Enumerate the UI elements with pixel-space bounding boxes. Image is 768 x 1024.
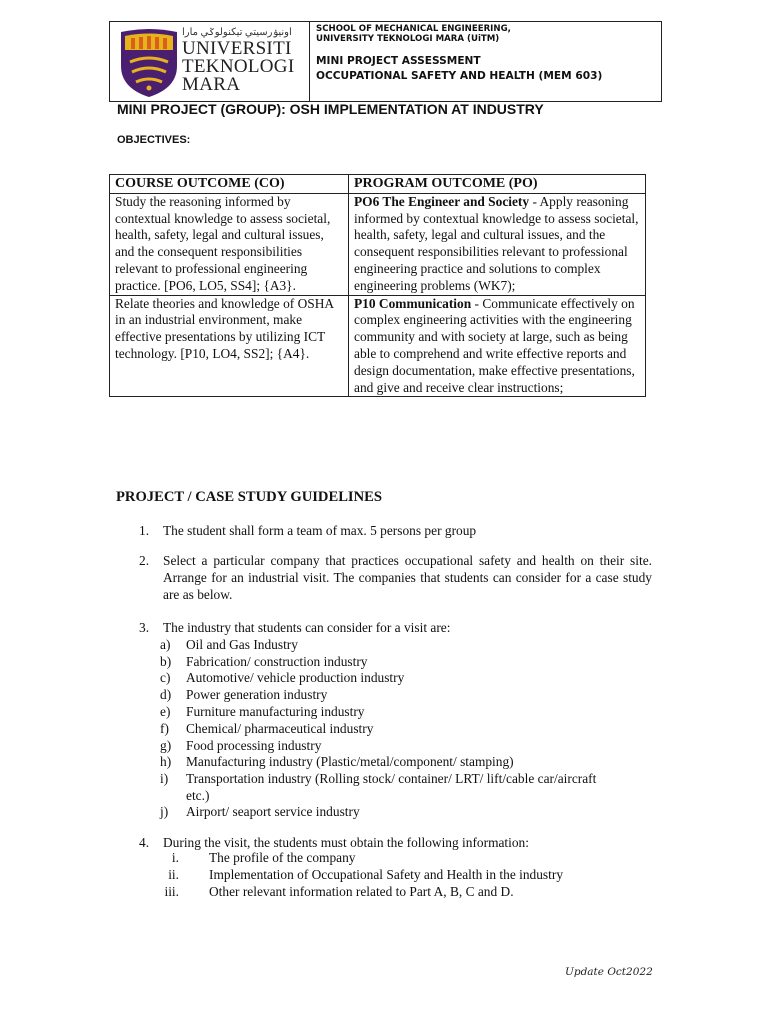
table-row (110, 295, 646, 397)
list-text: Furniture manufacturing industry (186, 704, 365, 719)
po-description: - Communicate effectively on complex engineering activities with the engineering community and with society at large, such as being able to comprehend and write effective reports and design documentation, make effective presentations, and give and receive clear instructions; (354, 295, 635, 395)
list-text: Airport/ seaport service industry (186, 804, 360, 819)
po-cell (349, 193, 646, 295)
school-line1: SCHOOL OF MECHANICAL ENGINEERING, (316, 24, 511, 34)
list-text: The profile of the company (209, 850, 356, 865)
list-text: Power generation industry (186, 687, 328, 702)
update-footer: Update Oct2022 (565, 966, 653, 978)
assessment-line1: MINI PROJECT ASSESSMENT (316, 55, 481, 67)
item-number: 2. (139, 553, 150, 568)
outcomes-table (109, 174, 646, 397)
list-text: Manufacturing industry (Plastic/metal/component/ stamping) (186, 754, 514, 769)
list-number: i. (171, 850, 179, 865)
list-letter: h) (160, 754, 172, 769)
list-letter: b) (160, 654, 172, 669)
university-name-line3: MARA (182, 74, 241, 95)
school-line2: UNIVERSITY TEKNOLOGI MARA (UiTM) (316, 34, 500, 44)
co-column-header: COURSE OUTCOME (CO) (110, 175, 349, 194)
university-name (182, 40, 294, 94)
logo-block (110, 22, 310, 101)
list-text: Food processing industry (186, 738, 322, 753)
guidelines-heading: PROJECT / CASE STUDY GUIDELINES (116, 489, 382, 505)
list-text: Transportation industry (Rolling stock/ container/ LRT/ lift/cable car/aircraft etc.) (186, 771, 597, 803)
item-text: The industry that students can consider for a visit are: (163, 620, 451, 635)
uitm-logo-icon (118, 26, 180, 98)
list-letter: f) (160, 721, 169, 736)
item-text: The student shall form a team of max. 5 persons per group (163, 523, 477, 538)
page-title: MINI PROJECT (GROUP): OSH IMPLEMENTATION AT INDUSTRY (117, 101, 544, 117)
assessment-line2: OCCUPATIONAL SAFETY AND HEALTH (MEM 603) (316, 70, 603, 82)
list-text: Chemical/ pharmaceutical industry (186, 721, 374, 736)
school-name (316, 24, 655, 44)
list-letter: d) (160, 687, 172, 702)
list-text: Other relevant information related to Part A, B, C and D. (209, 884, 514, 899)
objectives-label: OBJECTIVES: (117, 134, 191, 146)
item-text: During the visit, the students must obtain the following information: (163, 835, 529, 850)
list-text: Fabrication/ construction industry (186, 654, 368, 669)
document-header (109, 21, 662, 102)
co-cell: Study the reasoning informed by contextual knowledge to assess societal, health, safety, legal and cultural issues, and the consequent responsibilities relevant to professional engineering practice. [PO6, LO5, SS4]; {A3}. (110, 193, 349, 295)
co-cell: Relate theories and knowledge of OSHA in an industrial environment, make effective presentations by utilizing ICT technology. [P10, LO4, SS2]; {A4}. (110, 295, 349, 397)
list-text: Oil and Gas Industry (186, 637, 298, 652)
table-row (110, 193, 646, 295)
item-text: Select a particular company that practices occupational safety and health on their site. Arrange for an industrial visit. The companies that students can consider for a case study are as below. (163, 553, 652, 602)
po-cell (349, 295, 646, 397)
list-letter: a) (160, 637, 171, 652)
po-description: - Apply reasoning informed by contextual knowledge to assess societal, health, safety, legal and cultural issues, and the consequent responsibilities relevant to professional engineering practice and solutions to complex engineering problems (WK7); (354, 193, 639, 293)
assessment-name (316, 54, 655, 84)
list-letter: g) (160, 738, 172, 753)
table-header-row (110, 175, 646, 194)
list-letter: c) (160, 670, 171, 685)
list-letter: j) (160, 804, 169, 819)
po-title: PO6 The Engineer and Society (354, 193, 530, 209)
list-letter: e) (160, 704, 171, 719)
list-text: Automotive/ vehicle production industry (186, 670, 405, 685)
item-number: 1. (139, 523, 150, 538)
list-number: ii. (168, 867, 179, 882)
item-number: 4. (139, 835, 150, 850)
list-text: Implementation of Occupational Safety and Health in the industry (209, 867, 564, 882)
header-info (310, 22, 661, 101)
item-number: 3. (139, 620, 150, 635)
po-title: P10 Communication (354, 295, 472, 311)
list-number: iii. (164, 884, 179, 899)
university-name-line2: TEKNOLOGI (182, 56, 295, 77)
university-name-line1: UNIVERSITI (182, 38, 292, 59)
list-letter: i) (160, 771, 169, 786)
arabic-university-name: اونيۏرسيتي تيکنولوݢي مارا (182, 27, 292, 38)
po-column-header: PROGRAM OUTCOME (PO) (349, 175, 646, 194)
